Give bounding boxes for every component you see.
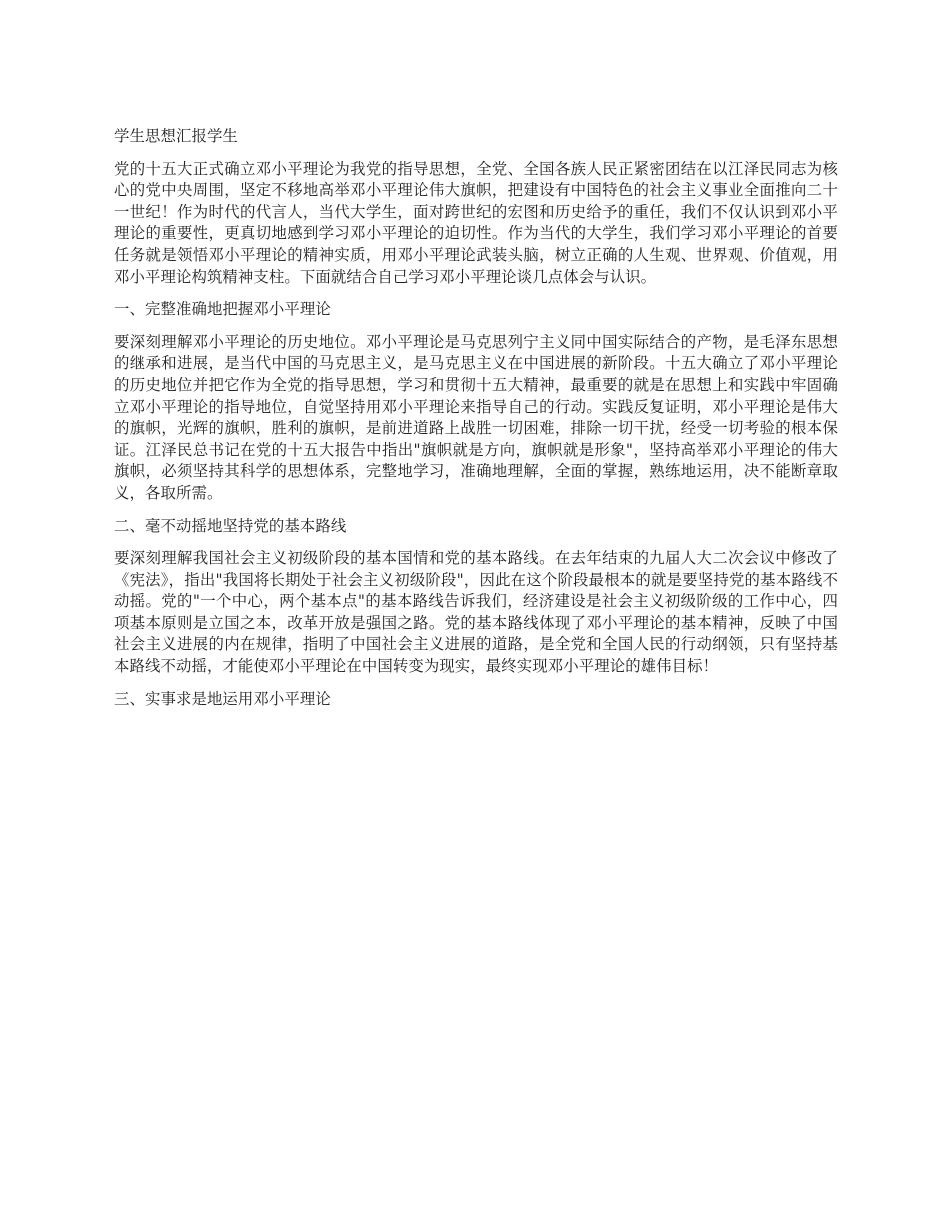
document-title: 学生思想汇报学生: [114, 127, 238, 145]
section-1-paragraph: 要深刻理解邓小平理论的历史地位。邓小平理论是马克思列宁主义同中国实际结合的产物，是毛泽东思想的继承和进展，是当代中国的马克思主义，是马克思主义在中国进展的新阶段。十五大确立了邓小平理论的历史地位并把它作为全党的指导思想，学习和贯彻十五大精神，最重要的就是在思想上和实践中牢固确立邓小平理论的指导地位，自觉坚持用邓小平理论来指导自己的行动。实践反复证明，邓小平理论是伟大的旗帜，光辉的旗帜，胜利的旗帜，是前进道路上战胜一切困难，排除一切干扰，经受一切考验的根本保证。江泽民总书记在党的十五大报告中指出"旗帜就是方向，旗帜就是形象"，坚持高举邓小平理论的伟大旗帜，必须坚持其科学的思想体系，完整地学习，准确地理解，全面的掌握，熟练地运用，决不能断章取义，各取所需。: [114, 332, 838, 502]
document-page: [114, 126, 838, 721]
section-3-heading: 三、实事求是地运用邓小平理论: [114, 689, 331, 708]
section-1-heading: 一、完整准确地把握邓小平理论: [114, 300, 331, 319]
intro-paragraph: 党的十五大正式确立邓小平理论为我党的指导思想，全党、全国各族人民正紧密团结在以江泽民同志为核心的党中央周围，坚定不移地高举邓小平理论伟大旗帜，把建设有中国特色的社会主义事业全面推向二十一世纪！作为时代的代言人，当代大学生，面对跨世纪的宏图和历史给予的重任，我们不仅认识到邓小平理论的重要性，更真切地感到学习邓小平理论的迫切性。作为当代的大学生，我们学习邓小平理论的首要任务就是领悟邓小平理论的精神实质，用邓小平理论武装头脑，树立正确的人生观、世界观、价值观，用邓小平理论构筑精神支柱。下面就结合自己学习邓小平理论谈几点体会与认识。: [114, 159, 838, 286]
section-2-heading: 二、毫不动摇地坚持党的基本路线: [114, 516, 347, 535]
section-2-paragraph: 要深刻理解我国社会主义初级阶段的基本国情和党的基本路线。在去年结束的九届人大二次会议中修改了《宪法》，指出"我国将长期处于社会主义初级阶段"，因此在这个阶段最根本的就是要坚持党的基本路线不动摇。党的"一个中心，两个基本点"的基本路线告诉我们，经济建设是社会主义初级阶级的工作中心，四项基本原则是立国之本，改革开放是强国之路。党的基本路线体现了邓小平理论的基本精神，反映了中国社会主义进展的内在规律，指明了中国社会主义进展的道路，是全党和全国人民的行动纲领，只有坚持基本路线不动摇，才能使邓小平理论在中国转变为现实，最终实现邓小平理论的雄伟目标！: [114, 549, 838, 676]
